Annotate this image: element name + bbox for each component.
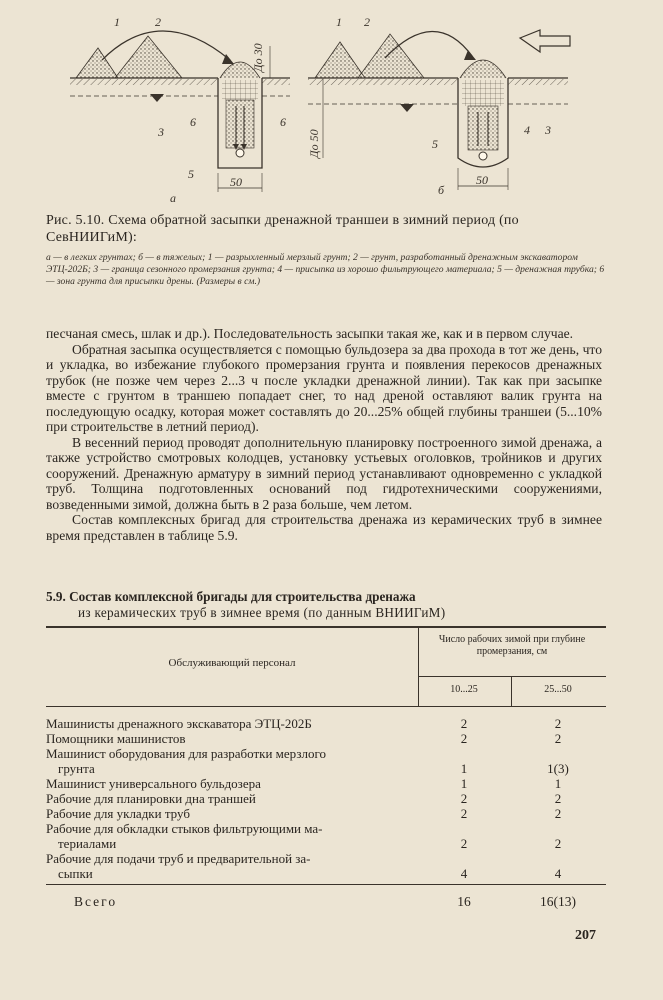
row-name: Машинисты дренажного экскаватора ЭТЦ-202Б: [46, 716, 312, 731]
row-value-25-50: 2: [554, 731, 562, 746]
row-name: Рабочие для планировки дна траншей: [46, 791, 256, 806]
page-number: 207: [575, 928, 596, 943]
row-value-10-25: 1: [460, 776, 468, 791]
label-a-3: 3: [158, 125, 164, 139]
row-name: Помощники машинистов: [46, 731, 186, 746]
caption-title: Рис. 5.10. Схема обратной засыпки дренажной траншеи в зимний период (по СевНИИГиМ):: [46, 213, 519, 245]
label-b-dim-side: До 50: [307, 129, 321, 158]
table-row: [46, 731, 606, 746]
total-label: Всего: [74, 894, 118, 909]
col-subheader-25-50: 25...50: [544, 684, 572, 695]
table-total-rule: [46, 884, 606, 885]
table-title-line-2: из керамических труб в зимнее время (по данным ВНИИГиМ): [78, 605, 446, 620]
table-row: [46, 791, 606, 806]
table-title: [46, 589, 606, 621]
row-value-10-25: 2: [460, 716, 468, 731]
col-header-personnel: Обслуживающий персонал: [168, 657, 296, 669]
row-value-10-25: 2: [460, 836, 468, 851]
row-value-25-50: 2: [554, 806, 562, 821]
row-value-10-25: 2: [460, 731, 468, 746]
figure-caption: [46, 212, 606, 288]
row-name: Рабочие для обкладки стыков фильтрующими ма-: [46, 821, 323, 836]
table-subcol-divider: [511, 676, 512, 706]
row-value-10-25: 4: [460, 866, 468, 881]
table-title-line-1: 5.9. Состав комплексной бригады для строительства дренажа: [46, 589, 416, 604]
figure-drawing: [40, 8, 630, 213]
row-name-continued: сыпки: [58, 866, 93, 881]
label-b-dim-bottom: 50: [476, 173, 488, 187]
table-row: [46, 806, 606, 821]
row-value-25-50: 4: [554, 866, 562, 881]
table-header-bottom-rule: [46, 706, 606, 707]
crew-table: [46, 626, 606, 916]
row-value-25-50: 1(3): [547, 761, 569, 776]
col-header-count: Число рабочих зимой при глубине промерзания, см: [438, 634, 586, 657]
col-subheader-10-25: 10...25: [450, 684, 478, 695]
caption-legend: а — в легких грунтах; б — в тяжелых; 1 — разрыхленный мерзлый грунт; 2 — грунт, разработанный дренажным экскаватором ЭТЦ-202Б; 3 — граница сезонного промерзания грунта; 4 — присыпка из хорошо фильтрующего материала; 5 — дренажная трубка; 6 — зона грунта для присыпки дрены. (Размеры в см.): [46, 252, 605, 287]
row-value-10-25: 2: [460, 791, 468, 806]
row-value-25-50: 1: [554, 776, 562, 791]
label-b-1: 1: [336, 15, 342, 29]
paragraph-3: В весенний период проводят дополнительную планировку построенного зимой дренажа, а также устройство смотровых колодцев, установку устьевых оголовков, тройников и других сооружений. Дренажную арматуру в зимний период устанавливают одновременно с укладкой труб. Толщина подготовленных оснований под гидротехническими сооружениями, возведенными зимой, должна быть в 2 раза больше, чем летом.: [46, 434, 602, 512]
label-a-2: 2: [155, 15, 161, 29]
label-b-3: 3: [545, 123, 551, 137]
table-body: [46, 716, 606, 881]
diagram-a: [70, 15, 290, 205]
table-row: [46, 716, 606, 731]
diagram-b: [307, 15, 570, 197]
table-row: [46, 821, 606, 851]
table-top-rule: [46, 626, 606, 628]
label-a-1: 1: [114, 15, 120, 29]
paragraph-4: Состав комплексных бригад для строительства дренажа из керамических труб в зимнее время представлен в таблице 5.9.: [46, 512, 602, 543]
row-value-10-25: 1: [460, 761, 468, 776]
table-row: [46, 776, 606, 791]
trench-backfill-figure: [40, 8, 630, 213]
label-a-dim-top: До 30: [251, 43, 265, 72]
row-name-continued: териалами: [58, 836, 117, 851]
row-name-continued: грунта: [58, 761, 95, 776]
table-row: [46, 746, 606, 776]
label-b-4: 4: [524, 123, 530, 137]
paragraph-2: Обратная засыпка осуществляется с помощью бульдозера за два прохода в тот же день, что и укладка, во избежание глубокого промерзания грунта и появления перекосов дренажных трубок (не позже чем через 2...3 ч после укладки дренажной линии). Так как при засыпке вместе с грунтом в траншею попадает снег, то над дреной оставляют валик грунта на последующую осадку, которая может составлять до 20...25% общей глубины траншеи (5...10% при строительстве в летний период).: [46, 341, 602, 434]
label-b-2: 2: [364, 15, 370, 29]
table-subheader-rule: [418, 676, 606, 677]
row-name: Рабочие для укладки труб: [46, 806, 190, 821]
row-name: Машинист оборудования для разработки мерзлого: [46, 746, 326, 761]
row-value-25-50: 2: [554, 716, 562, 731]
label-a-5: 5: [188, 167, 194, 181]
total-value-25-50: 16(13): [540, 894, 576, 909]
row-value-10-25: 2: [460, 806, 468, 821]
label-b-letter: б: [438, 183, 445, 197]
total-value-10-25: 16: [457, 894, 471, 909]
paragraph-1: песчаная смесь, шлак и др.). Последовательность засыпки такая же, как и в первом случае.: [46, 326, 574, 341]
label-a-letter: а: [170, 191, 176, 205]
label-a-6a: 6: [190, 115, 196, 129]
row-name: Рабочие для подачи труб и предварительной за-: [46, 851, 311, 866]
row-value-25-50: 2: [554, 836, 562, 851]
row-value-25-50: 2: [554, 791, 562, 806]
table-total-row: [46, 894, 606, 910]
body-text: [46, 326, 602, 543]
row-name: Машинист универсального бульдозера: [46, 776, 261, 791]
label-a-6b: 6: [280, 115, 286, 129]
label-b-5: 5: [432, 137, 438, 151]
label-a-dim-bottom: 50: [230, 175, 242, 189]
table-row: [46, 851, 606, 881]
